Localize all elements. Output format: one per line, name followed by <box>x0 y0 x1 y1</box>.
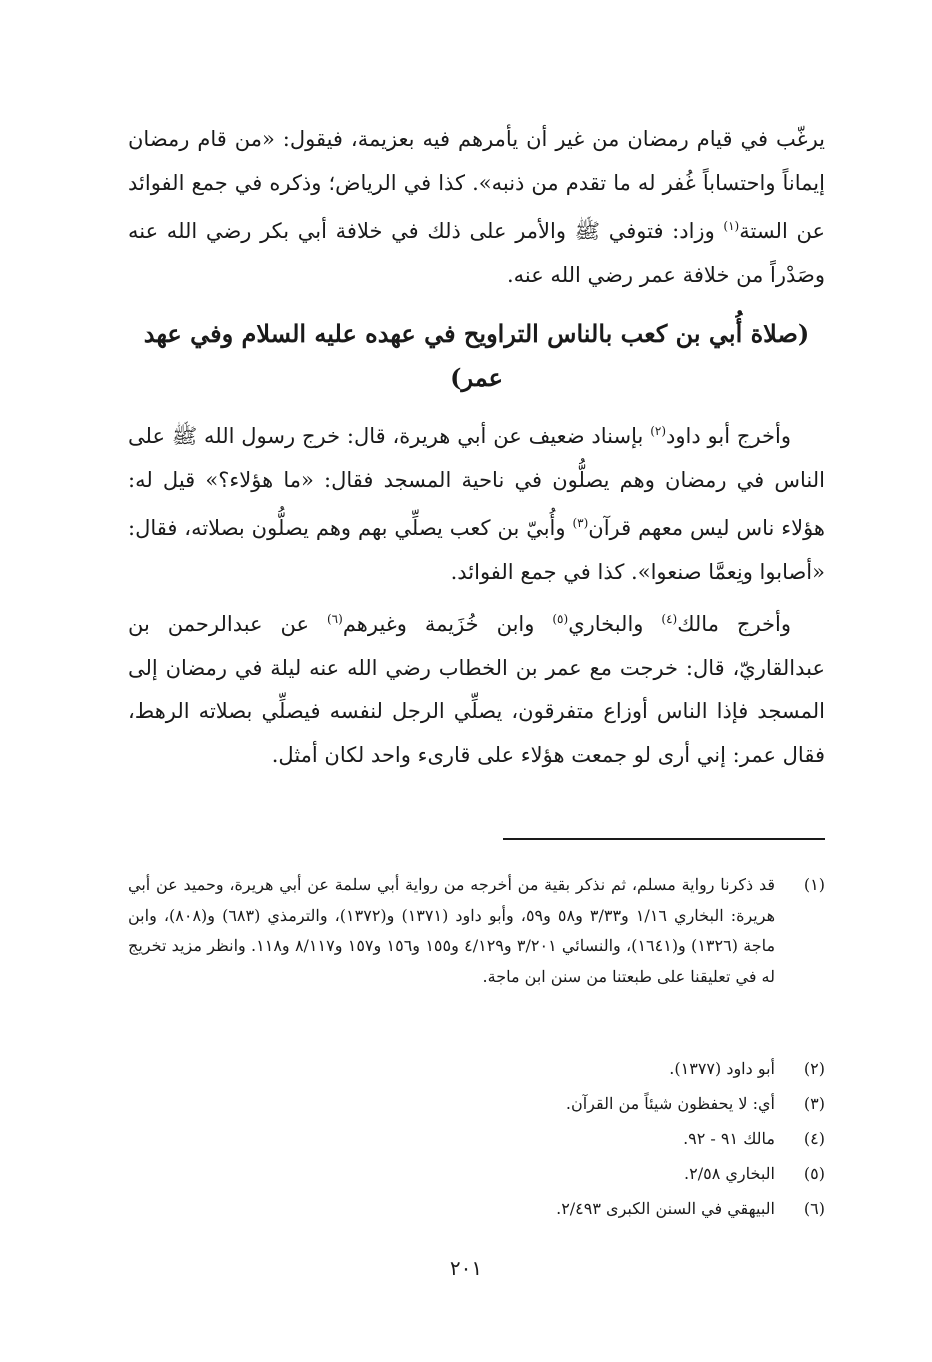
paragraph-3-text-c: وابن خُزَيمة وغيرهم <box>342 612 553 636</box>
footnote-text: مالك ٩١ - ٩٢. <box>683 1129 775 1148</box>
footnote-text: أبو داود (١٣٧٧). <box>669 1059 775 1078</box>
footnote-number: (٣) <box>803 1094 825 1113</box>
footnote-number: (٤) <box>803 1129 825 1148</box>
footnote-number: (٢) <box>803 1059 825 1078</box>
footnote-6 <box>128 1194 825 1225</box>
paragraph-2-text-c: وأُبيّ بن كعب يصلِّي بهم وهم يصلُّون بصلاته، فقال: «أصابوا ونِعمَّا صنعوا». كذا في جمع الفوائد. <box>128 516 825 584</box>
footnote-5 <box>128 1159 825 1190</box>
footnote-ref-3[interactable]: (٣) <box>572 516 589 531</box>
footnote-text: البيهقي في السنن الكبرى ٢/٤٩٣. <box>556 1199 775 1218</box>
footnote-ref-5[interactable]: (٥) <box>552 612 569 626</box>
footnote-number: (١) <box>803 875 825 894</box>
footnote-2 <box>128 1054 825 1085</box>
footnote-ref-1[interactable]: (١) <box>723 219 740 234</box>
paragraph-3-text-a: وأخرج مالك <box>677 612 791 636</box>
footnote-ref-6[interactable]: (٦) <box>326 612 343 626</box>
section-heading: (صلاة أُبي بن كعب بالناس التراويح في عهده عليه السلام وفي عهد عمر) <box>143 319 810 392</box>
paragraph-1-text-a: يرغّب في قيام رمضان من غير أن يأمرهم فيه بعزيمة، فيقول: «من قام رمضان إيماناً واحتساباً غُفر له ما تقدم من ذنبه». كذا في الرياض؛ وذكره في جمع الفوائد عن الستة <box>128 127 825 244</box>
paragraph-2-text-b: بإسناد ضعيف عن أبي هريرة، قال: خرج رسول الله ﷺ على الناس في رمضان وهم يصلُّون في ناحية المسجد فقال: «ما هؤلاء؟» قيل له: هؤلاء ناس ليس معهم قرآن <box>128 424 826 541</box>
paragraph-3 <box>128 598 825 777</box>
footnote-text: البخاري ٢/٥٨. <box>684 1164 775 1183</box>
footnote-ref-4[interactable]: (٤) <box>661 612 678 626</box>
paragraph-2 <box>128 410 825 594</box>
paragraph-1-text-b: وزاد: فتوفي ﷺ والأمر على ذلك في خلافة أبي بكر رضي الله عنه وصَدْراً من خلافة عمر رضي الله عنه. <box>128 219 825 287</box>
paragraph-3-text-d: عن عبدالرحمن بن عبدالقاريّ، قال: خرجت مع عمر بن الخطاب رضي الله عنه ليلة في رمضان إلى المسجد فإذا الناس أوزاع متفرقون، يصلِّي الرجل لنفسه فيصلِّي بصلاته الرهط، فقال عمر: إني أرى لو جمعت هؤلاء على قارىء واحد لكان أمثل. <box>128 612 825 767</box>
footnote-number: (٥) <box>803 1164 825 1183</box>
paragraph-2-text-a: وأخرج أبو داود <box>666 424 791 448</box>
page-number: ٢٠١ <box>449 1256 483 1280</box>
paragraph-1 <box>128 118 825 297</box>
paragraph-3-text-b: والبخاري <box>568 612 662 636</box>
footnote-text: أي: لا يحفظون شيئاً من القرآن. <box>565 1094 775 1113</box>
footnote-4 <box>128 1124 825 1155</box>
footnote-number: (٦) <box>803 1199 825 1218</box>
footnote-1 <box>128 870 825 992</box>
footnote-divider <box>503 838 825 840</box>
footnote-3 <box>128 1089 825 1120</box>
footnote-text: قد ذكرنا رواية مسلم، ثم نذكر بقية من أخرجه من رواية أبي سلمة عن أبي هريرة، وحميد عن أبي هريرة: البخاري ١/١٦ و٣/٣٣ و٥٨ و٥٩، وأبو داود (١٣٧١) و(١٣٧٢)، والترمذي (٦٨٣) و(٨٠٨)، وابن ماجة (١٣٢٦) و(١٦٤١)، والنسائي ٣/٢٠١ و٤/١٢٩ و١٥٥ و١٥٦ و١٥٧ و٨/١١٧ و١١٨. وانظر مزيد تخريج له في تعليقنا على طبعتنا من سنن ابن ماجة. <box>128 875 776 986</box>
footnote-ref-2[interactable]: (٢) <box>650 424 667 438</box>
